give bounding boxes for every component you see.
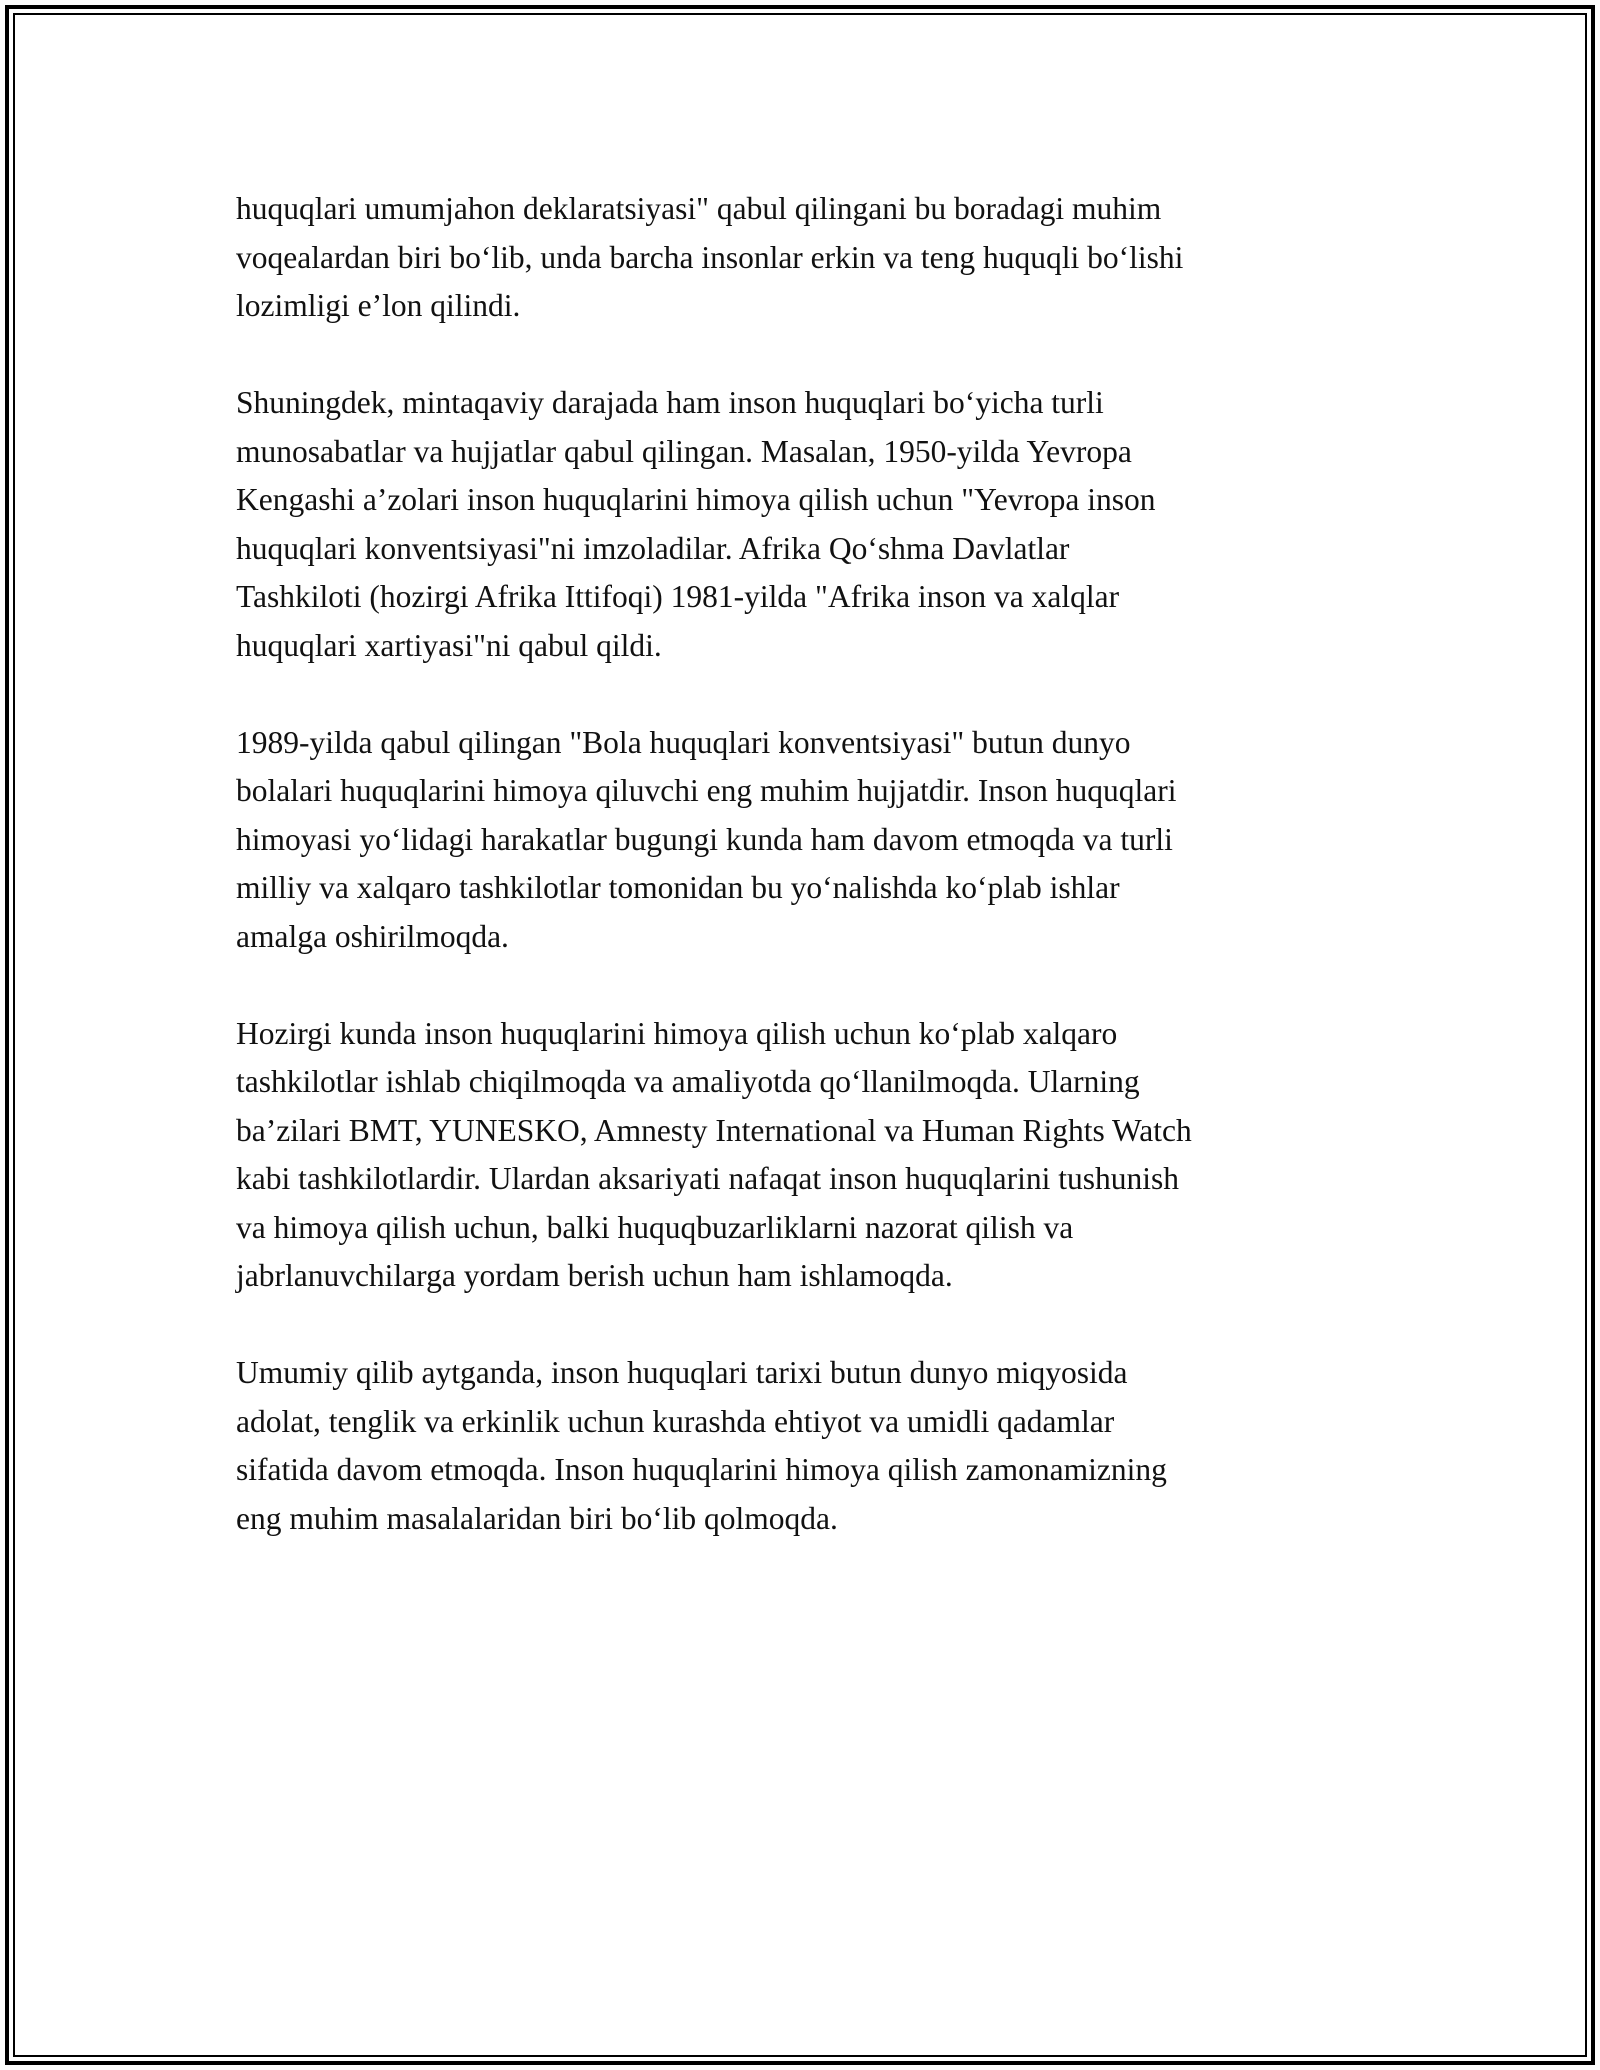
paragraph-2: Shuningdek, mintaqaviy darajada ham inson huquqlari boʻyicha turli munosabatlar va hujjatlar qabul qilingan. Masalan, 1950-yilda Yevropa Kengashi a’zolari inson huquqlarini himoya qilish uchun "Yevropa inson huquqlari konventsiyasi"ni imzoladilar. Afrika Qoʻshma Davlatlar Tashkiloti (hozirgi Afrika Ittifoqi) 1981-yilda "Afrika inson va xalqlar huquqlari xartiyasi"ni qabul qildi. bbox=[236, 385, 1156, 663]
paragraph-5: Umumiy qilib aytganda, inson huquqlari tarixi butun dunyo miqyosida adolat, tenglik va erkinlik uchun kurashda ehtiyot va umidli qadamlar sifatida davom etmoqda. Inson huquqlarini himoya qilish zamonamizning eng muhim masalalaridan biri boʻlib qolmoqda. bbox=[236, 1355, 1167, 1536]
paragraph-4: Hozirgi kunda inson huquqlarini himoya qilish uchun koʻplab xalqaro tashkilotlar ishlab chiqilmoqda va amaliyotda qoʻllanilmoqda. Ularning ba’zilari BMT, YUNESKO, Amnesty International va Human Rights Watch kabi tashkilotlardir. Ulardan aksariyati nafaqat inson huquqlarini tushunish va himoya qilish uchun, balki huquqbuzarliklarni nazorat qilish va jabrlanuvchilarga yordam berish uchun ham ishlamoqda. bbox=[236, 1015, 1192, 1293]
paragraph-1: huquqlari umumjahon deklaratsiyasi" qabul qilingani bu boradagi muhim voqealardan biri boʻlib, unda barcha insonlar erkin va teng huquqli boʻlishi lozimligi e’lon qilindi. bbox=[236, 191, 1184, 323]
document-body bbox=[236, 185, 1366, 1543]
paragraph-3: 1989-yilda qabul qilingan "Bola huquqlari konventsiyasi" butun dunyo bolalari huquqlarini himoya qiluvchi eng muhim hujjatdir. Inson huquqlari himoyasi yoʻlidagi harakatlar bugungi kunda ham davom etmoqda va turli milliy va xalqaro tashkilotlar tomonidan bu yoʻnalishda koʻplab ishlar amalga oshirilmoqda. bbox=[236, 724, 1177, 954]
